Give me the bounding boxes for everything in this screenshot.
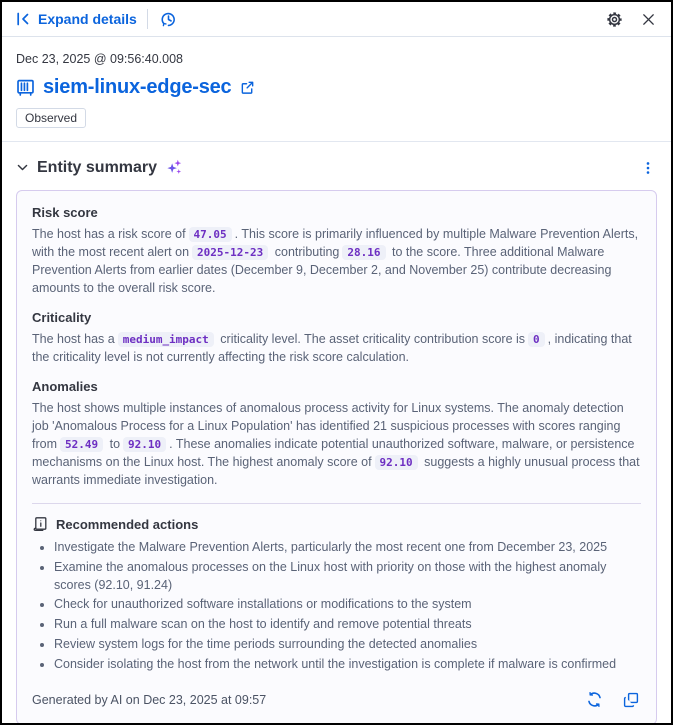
section-divider xyxy=(2,141,671,142)
settings-button[interactable] xyxy=(604,9,625,30)
regenerate-button[interactable] xyxy=(584,689,605,710)
documentation-book-icon xyxy=(32,516,48,532)
criticality-section xyxy=(32,310,641,366)
host-storage-icon xyxy=(16,78,35,97)
close-icon xyxy=(641,12,656,27)
text-segment: . These anomalies indicate potential unauthorized software, malware, or persistence mechanisms on the Linux host. The highest anomaly score of xyxy=(32,437,635,469)
collapse-left-icon xyxy=(15,11,31,27)
flyout-header-bar xyxy=(2,2,671,37)
criticality-text xyxy=(32,330,641,366)
criticality-level-chip: medium_impact xyxy=(118,332,214,347)
criticality-heading: Criticality xyxy=(32,310,92,325)
anomalies-heading: Anomalies xyxy=(32,379,98,394)
copy-button[interactable] xyxy=(621,690,641,710)
expand-details-label: Expand details xyxy=(38,11,137,27)
entity-summary-title: Entity summary xyxy=(37,158,158,176)
text-segment: The host has a xyxy=(32,332,115,346)
event-timestamp: Dec 23, 2025 @ 09:56:40.008 xyxy=(16,52,183,66)
summary-footer xyxy=(32,689,641,710)
risk-score-text xyxy=(32,225,641,297)
recommended-action-item: • Consider isolating the host from the network until the investigation is complete if malware is confirmed xyxy=(54,656,641,674)
text-segment: criticality level. The asset criticality contribution score is xyxy=(220,332,526,346)
anomalies-text xyxy=(32,399,641,489)
open-external-icon[interactable] xyxy=(240,80,255,95)
entity-summary-header xyxy=(2,158,671,177)
recommended-action-item: • Examine the anomalous processes on the Linux host with priority on those with the highest anomaly scores (92.10, 91.24) xyxy=(54,559,641,595)
recommended-actions-heading: Recommended actions xyxy=(56,516,199,532)
text-segment: suggests a highly unusual process that warrants immediate investigation. xyxy=(32,455,640,487)
risk-score-section xyxy=(32,205,641,297)
ai-sparkles-icon xyxy=(165,158,184,177)
text-segment: contributing xyxy=(274,245,340,259)
text-segment: . This score is primarily influenced by multiple Malware Prevention Alerts, with the most recent alert on xyxy=(32,227,639,259)
recommended-action-item: • Review system logs for the time periods surrounding the detected anomalies xyxy=(54,636,641,654)
text-segment: to xyxy=(109,437,121,451)
recommended-action-item: • Run a full malware scan on the host to identify and remove potential threats xyxy=(54,616,641,634)
entity-name-link[interactable]: siem-linux-edge-sec xyxy=(43,76,232,98)
text-segment: , indicating that the criticality level is not currently affecting the risk score calculation. xyxy=(32,332,632,364)
entity-summary-panel xyxy=(16,190,657,725)
copy-icon xyxy=(623,692,639,708)
observed-status-badge: Observed xyxy=(16,108,86,128)
recommended-action-item: • Check for unauthorized software installations or modifications to the system xyxy=(54,596,641,614)
anomaly-highest-score-chip: 92.10 xyxy=(375,455,418,470)
criticality-score-chip: 0 xyxy=(528,332,545,347)
toolbar-divider xyxy=(147,9,148,29)
entity-summary-toggle[interactable] xyxy=(16,158,184,177)
entity-title-row xyxy=(16,76,657,99)
close-button[interactable] xyxy=(639,10,658,29)
chevron-down-icon xyxy=(16,161,29,174)
gear-icon xyxy=(606,11,623,28)
history-clock-icon xyxy=(160,11,177,28)
text-segment: The host has a risk score of xyxy=(32,227,186,241)
dots-vertical-icon xyxy=(641,161,655,175)
risk-score-heading: Risk score xyxy=(32,205,98,220)
summary-options-button[interactable] xyxy=(639,159,657,177)
history-button[interactable] xyxy=(158,9,179,30)
anomalies-section xyxy=(32,379,641,489)
contribution-score-chip: 28.16 xyxy=(342,245,385,260)
text-segment: to the score. Three additional Malware Prevention Alerts from earlier dates (December 9, December 2, and November 25) contribute decreasing amounts to the overall risk score. xyxy=(32,245,612,295)
alert-date-chip: 2025-12-23 xyxy=(192,245,268,260)
expand-details-button[interactable] xyxy=(15,11,137,27)
risk-score-value-chip: 47.05 xyxy=(189,227,232,242)
text-segment: The host shows multiple instances of anomalous process activity for Linux systems. The anomaly detection job 'Anomalous Process for a Linux Population' has identified 21 suspicious processes with scores ranging from xyxy=(32,401,624,451)
refresh-icon xyxy=(586,691,603,708)
generated-by-ai-note: Generated by AI on Dec 23, 2025 at 09:57 xyxy=(32,692,267,707)
recommended-actions-header xyxy=(32,516,641,532)
recommended-action-item: • Investigate the Malware Prevention Alerts, particularly the most recent one from December 23, 2025 xyxy=(54,539,641,557)
recommended-actions-list xyxy=(32,539,641,673)
recommended-actions-divider xyxy=(32,503,641,504)
anomaly-min-score-chip: 52.49 xyxy=(60,437,103,452)
anomaly-max-score-chip: 92.10 xyxy=(123,437,166,452)
